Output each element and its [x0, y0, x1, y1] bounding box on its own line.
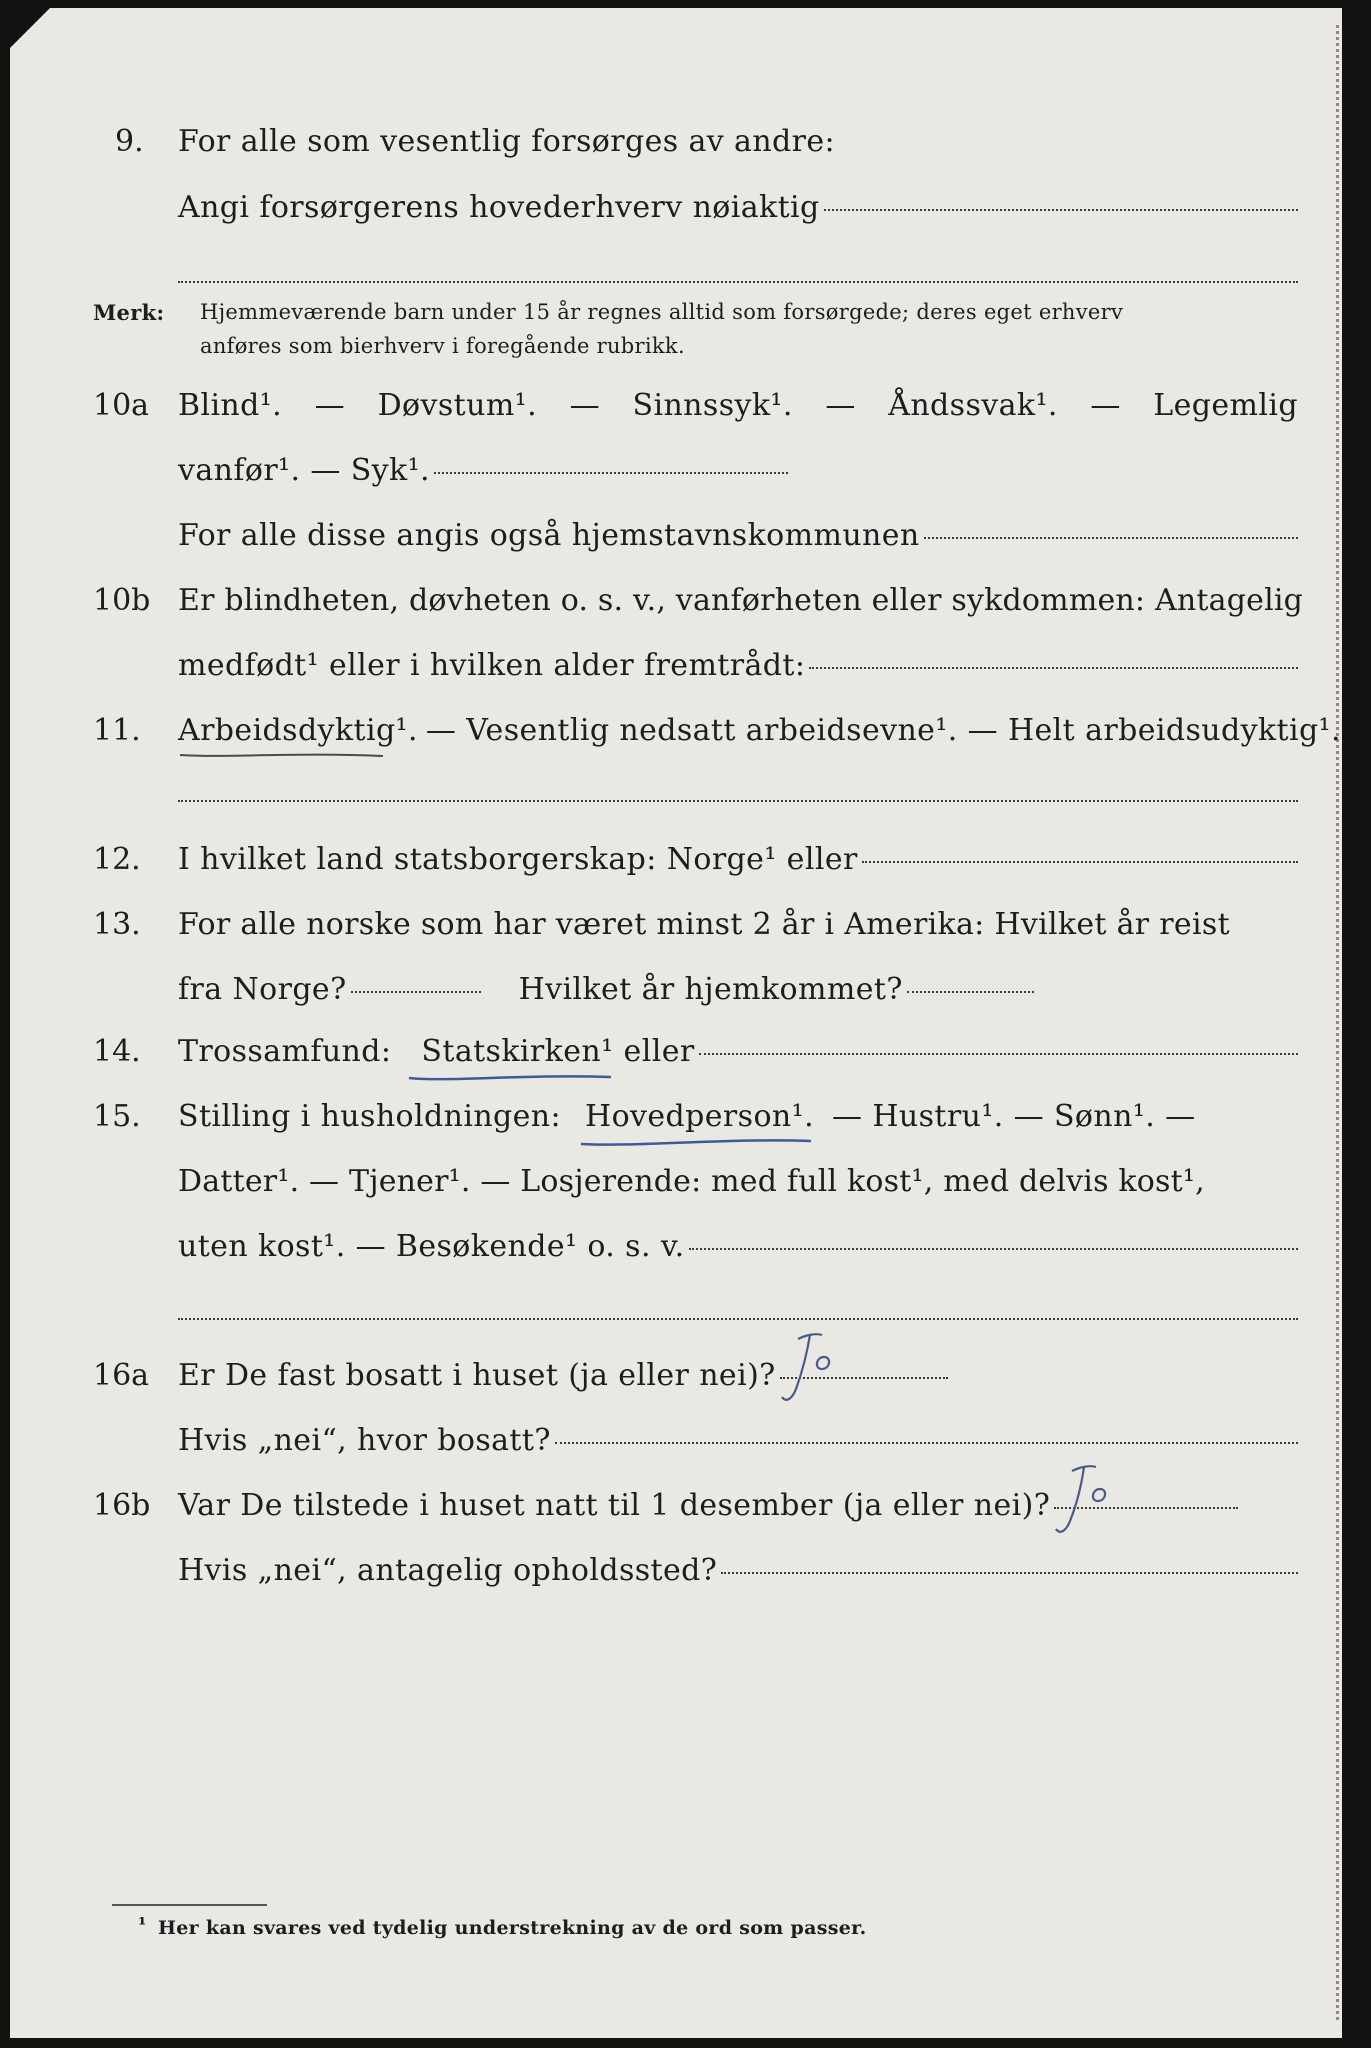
- q10a-line3: [178, 518, 1298, 553]
- q15-label: Stilling i husholdningen:: [178, 1099, 562, 1134]
- q13-hjem-line[interactable]: [907, 991, 1034, 993]
- q10b-line2-text: medfødt¹ eller i hvilken alder fremtrådt:: [178, 648, 806, 683]
- arbeidsdyktig-text: Arbeidsdyktig¹.: [178, 713, 418, 748]
- q9-number: 9.: [115, 124, 144, 159]
- underline-mark: [579, 1133, 819, 1151]
- statskirken-text: Statskirken¹: [421, 1034, 614, 1069]
- q10a-number: 10a: [93, 388, 150, 423]
- q13-line2: [178, 972, 1034, 1007]
- q13-reist-label: fra Norge?: [178, 972, 347, 1007]
- q9-answer-line[interactable]: [824, 209, 1298, 211]
- q10b-line1-text: Er blindheten, døvheten o. s. v., vanførheten eller sykdommen: Antagelig: [178, 583, 1304, 618]
- q16a-bosatt-line[interactable]: [555, 1442, 1298, 1444]
- q16a-line1-text: Er De fast bosatt i huset (ja eller nei)?: [178, 1358, 776, 1393]
- q10b-line1: [178, 583, 1304, 618]
- q16b-line2: [178, 1553, 1298, 1588]
- q16a-line2-text: Hvis „nei“, hvor bosatt?: [178, 1423, 551, 1458]
- underline-mark: [407, 1068, 617, 1086]
- q9-line1-text: For alle som vesentlig forsørges av andre:: [178, 124, 836, 159]
- q11-rest: — Vesentlig nedsatt arbeidsevne¹. — Helt arbeidsudyktig¹.: [425, 713, 1341, 748]
- q15-number: 15.: [93, 1099, 141, 1134]
- q10a-line2-text: vanfør¹. — Syk¹.: [178, 453, 430, 488]
- q16b-line1-text: Var De tilstede i huset natt til 1 desember (ja eller nei)?: [178, 1488, 1051, 1523]
- q16b-answer-line[interactable]: [1054, 1507, 1238, 1509]
- q10b-answer-line[interactable]: [809, 667, 1298, 669]
- q16a-line1: [178, 1358, 948, 1393]
- hovedperson-text: Hovedperson¹.: [585, 1099, 815, 1134]
- q11-extra-line[interactable]: [178, 800, 1298, 802]
- option-legemlig[interactable]: Legemlig: [1153, 388, 1298, 423]
- option-hovedperson[interactable]: [585, 1099, 814, 1134]
- q16b-line1: [178, 1488, 1238, 1523]
- q15-line2: [178, 1164, 1298, 1199]
- underline-mark: [178, 749, 388, 761]
- q9-line2: [178, 190, 1298, 225]
- q15-line3: [178, 1229, 1298, 1264]
- option-statskirken[interactable]: [421, 1034, 613, 1069]
- q14-line: [178, 1034, 1298, 1069]
- q13-line1: [178, 907, 1298, 942]
- merk-line2: anføres som bierhverv i foregående rubrikk.: [200, 334, 685, 358]
- handwritten-ja-answer: [772, 1327, 862, 1417]
- q16b-line2-text: Hvis „nei“, antagelig opholdssted?: [178, 1553, 718, 1588]
- dash: —: [314, 388, 346, 423]
- q12-text: I hvilket land statsborgerskap: Norge¹ eller: [178, 842, 858, 877]
- q15-extra-line[interactable]: [178, 1318, 1298, 1320]
- option-arbeidsdyktig[interactable]: [178, 713, 418, 748]
- footnote-text: Her kan svares ved tydelig understrekning av de ord som passer.: [158, 1917, 867, 1939]
- handwritten-ja-answer: [1044, 1459, 1144, 1549]
- q15-answer-line[interactable]: [689, 1248, 1298, 1250]
- q9-line2-text: Angi forsørgerens hovederhverv nøiaktig: [178, 190, 820, 225]
- merk-line1: Hjemmeværende barn under 15 år regnes alltid som forsørgede; deres eget erhverv: [200, 300, 1124, 324]
- q16a-number: 16a: [93, 1358, 150, 1393]
- q10a-line2: [178, 453, 788, 488]
- option-sinnssyk[interactable]: Sinnssyk¹.: [632, 388, 793, 423]
- footnote-rule: [112, 1904, 267, 1906]
- q13-reist-line[interactable]: [351, 991, 481, 993]
- q14-number: 14.: [93, 1034, 141, 1069]
- dash: —: [569, 388, 600, 423]
- option-dovstum[interactable]: Døvstum¹.: [377, 388, 538, 423]
- q14-label: Trossamfund:: [178, 1034, 392, 1069]
- q10b-line2: [178, 648, 1298, 683]
- q12-answer-line[interactable]: [862, 861, 1298, 863]
- q12-number: 12.: [93, 842, 141, 877]
- q10a-syk-line[interactable]: [434, 472, 788, 474]
- q10a-line3-text: For alle disse angis også hjemstavnskommunen: [178, 518, 920, 553]
- q11-line: [178, 713, 1341, 748]
- q15-line1: [178, 1099, 1298, 1134]
- q13-hjem-label: Hvilket år hjemkommet?: [518, 972, 903, 1007]
- q10b-number: 10b: [93, 583, 151, 618]
- q16a-line2: [178, 1423, 1298, 1458]
- q10a-line1: [178, 388, 1298, 423]
- q9-line1: [178, 124, 835, 159]
- dash: —: [1090, 388, 1121, 423]
- q15-line3-text: uten kost¹. — Besøkende¹ o. s. v.: [178, 1229, 685, 1264]
- merk-label: Merk:: [93, 300, 165, 325]
- option-blind[interactable]: Blind¹.: [178, 388, 283, 423]
- option-andssvak[interactable]: Åndssvak¹.: [888, 388, 1058, 423]
- q14-answer-line[interactable]: [699, 1053, 1298, 1055]
- q16a-answer-line[interactable]: [780, 1377, 948, 1379]
- q11-number: 11.: [93, 713, 141, 748]
- q12-line: [178, 842, 1298, 877]
- q13-number: 13.: [93, 907, 141, 942]
- q15-options-rest: — Hustru¹. — Sønn¹. —: [832, 1099, 1196, 1134]
- q10a-hjemstavn-line[interactable]: [924, 537, 1298, 539]
- q9-extra-line[interactable]: [178, 281, 1298, 283]
- footnote-mark: ¹: [138, 1914, 147, 1936]
- q15-line2-text: Datter¹. — Tjener¹. — Losjerende: med full kost¹, med delvis kost¹,: [178, 1164, 1205, 1199]
- perforated-edge: [1336, 25, 1343, 2020]
- q13-line1-text: For alle norske som har været minst 2 år i Amerika: Hvilket år reist: [178, 907, 1230, 942]
- q16b-opholdssted-line[interactable]: [721, 1572, 1298, 1574]
- q16b-number: 16b: [93, 1488, 151, 1523]
- q14-eller: eller: [623, 1034, 695, 1069]
- dash: —: [825, 388, 856, 423]
